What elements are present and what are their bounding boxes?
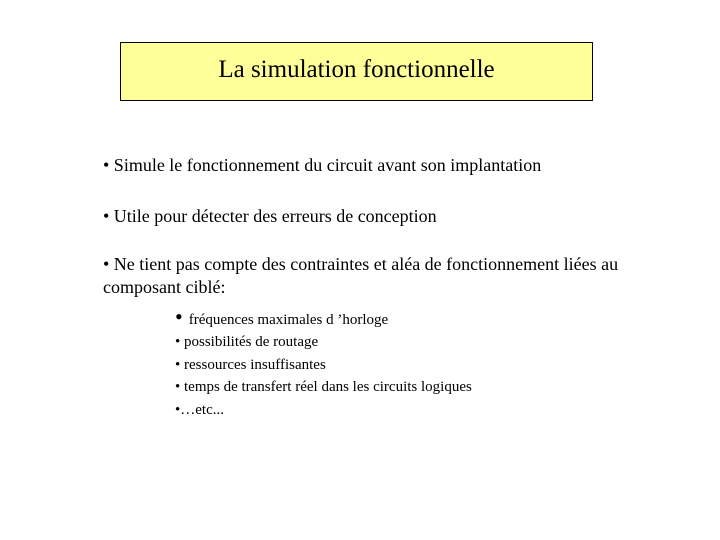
sub-bullet-item: • temps de transfert réel dans les circuits logiques <box>175 379 472 395</box>
sub-bullet-item: •…etc... <box>175 401 224 418</box>
sub-bullet-item: • ressources insuffisantes <box>175 356 326 373</box>
sub-bullet-item: • possibilités de routage <box>175 334 319 350</box>
bullet-item: • Simule le fonctionnement du circuit avant son implantation <box>103 155 542 175</box>
bullet-marker: • <box>175 304 183 329</box>
slide-title: La simulation fonctionnelle <box>218 56 495 83</box>
sub-bullet-text: fréquences maximales d ’horloge <box>188 312 389 328</box>
bullet-item: • Ne tient pas compte des contraintes et aléa de fonctionnement liées au composant ciblé: <box>103 254 619 297</box>
bullet-item: • Utile pour détecter des erreurs de conception <box>103 206 437 226</box>
title-box <box>120 42 593 101</box>
sub-bullet-list <box>175 306 472 421</box>
sub-bullet-item <box>175 306 472 331</box>
